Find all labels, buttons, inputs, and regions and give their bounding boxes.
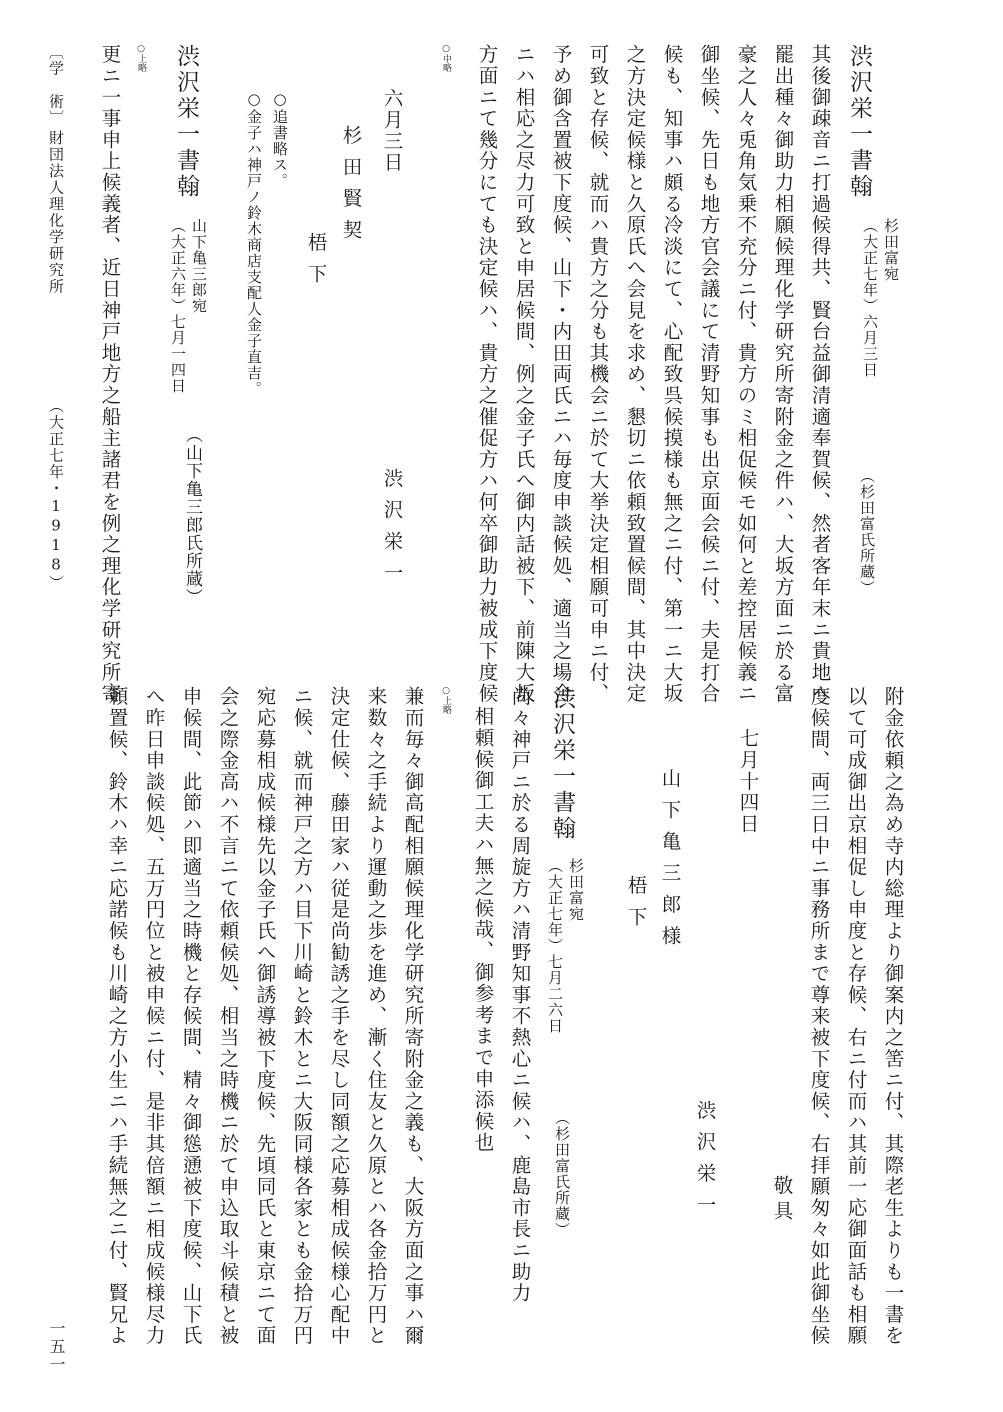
letter3-collection: （杉田富氏所蔵） xyxy=(553,1110,571,1238)
letter1-line: 方面ニて幾分にても決定候ハ、貴方之催促方ハ何卒御助力被成下度候 xyxy=(475,44,499,705)
letter3-postscript-line: 尚々神戸ニ於る周旋方ハ清野知事不熱心ニ候ハ、鹿島市長ニ助力 xyxy=(508,686,532,1304)
omission-mark: ○上略 xyxy=(136,44,146,72)
letter3-heading: 渋沢栄一書翰 xyxy=(549,686,575,842)
letter2-line: 以て可成御出京相促し申度と存候、右ニ付而ハ其前一応御面話も相願 xyxy=(844,686,868,1347)
letter3-date: （大正七年）七月二六日 xyxy=(546,858,564,1034)
letter1-heading: 渋沢栄一書翰 xyxy=(846,44,872,200)
letter1-line: 候も、知事ハ頗る冷淡にて、心配致呉候摸様も無之ニ付、第一ニ大坂 xyxy=(660,44,684,705)
letter3-line: 決定仕候、藤田家ハ従是尚勧誘之手を尽し同額之応募相成候様心配中 xyxy=(327,686,351,1347)
letter2-honorific: 梧下 xyxy=(624,875,648,938)
letter3-line: 会之際金高ハ不言ニて依頼候処、相当之時機ニ於て申込取斗候積と被 xyxy=(216,686,240,1347)
letter3-line: 宛応募相成候様先以金子氏へ御誘導被下度候、先頃同氏と東京ニて面 xyxy=(253,686,277,1347)
letter1-line: 予め御含置被下度候、山下・内田両氏ニハ毎度申談候処、適当之場合 xyxy=(549,44,573,705)
letter2-heading: 渋沢栄一書翰 xyxy=(173,44,199,200)
letter2-line: 度候間、両三日中ニ事務所まで尊来被下度候、右拝願匆々如此御坐候 xyxy=(807,686,831,1347)
letter3-line: 申候間、此節ハ即適当之時機と存候間、精々御慫慂被下度候、山下氏 xyxy=(179,686,203,1347)
letter1-sender: 渋沢栄一 xyxy=(380,468,404,594)
letter1-line: 可致と存候、就而ハ貴方之分も其機会ニ於て大挙決定相願可申ニ付、 xyxy=(586,44,610,705)
letter1-line: 御坐候、先日も地方官会議にて清野知事も出京面会候ニ付、夫是打合 xyxy=(697,44,721,705)
letter3-addressee: 杉田富宛 xyxy=(567,858,585,922)
letter1-line: 罷出種々御助力相願候理化学研究所寄附金之件ハ、大坂方面ニ於る富 xyxy=(771,44,795,705)
letter1-collection: （杉田富氏所蔵） xyxy=(858,468,876,596)
letter1-honorific: 梧下 xyxy=(304,232,328,295)
letter2-closing: 敬具 xyxy=(770,1175,794,1226)
page-number: 一五一 xyxy=(47,1320,66,1374)
letter3-line: 来数々之手続より運動之歩を進め、漸く住友と久原とハ各金拾万円と xyxy=(364,686,388,1347)
letter2-sender: 渋沢栄一 xyxy=(693,1100,717,1226)
letter3-line: へ昨日申談候処、五万円位と被申候ニ付、是非其倍額ニ相成候様尽力 xyxy=(142,686,166,1347)
letter1-line: ニハ相応之尽力可致と申居候間、例之金子氏へ御内話被下、前陳大坂 xyxy=(512,44,536,705)
letter1-close-date: 六月三日 xyxy=(380,88,404,174)
letter1-line: 豪之人々兎角気乗不充分ニ付、貴方のミ相促候モ如何と差控居候義ニ xyxy=(734,44,758,705)
letter3-line: 頼置候、鈴木ハ幸ニ応諾候も川崎之方小生ニハ手続無之ニ付、賢兄よ xyxy=(105,686,129,1347)
footer-year: （大正七年・1918） xyxy=(47,398,65,592)
letter2-addressee: 山下亀三郎宛 xyxy=(190,218,208,314)
footer-section: 〔学 術〕 xyxy=(47,44,65,127)
letter1-addressee: 杉田富宛 xyxy=(882,218,900,282)
postscript-note: ○金子ハ神戸ノ鈴木商店支配人金子直吉。 xyxy=(245,90,263,397)
letter2-date: （大正六年）七月一四日 xyxy=(169,218,187,394)
omission-mark: ○上略 xyxy=(441,686,451,714)
letter1-recipient: 杉田賢契 xyxy=(339,125,363,251)
letter2-line: 更ニ一事申上候義者、近日神戸地方之船主諸君を例之理化学研究所寄 xyxy=(98,44,122,705)
letter3-line: 兼而毎々御高配相願候理化学研究所寄附金之義も、大阪方面之事ハ爾 xyxy=(401,686,425,1347)
letter3-line: ニ候、就而神戸之方ハ目下川崎と鈴木とニ大阪同様各家とも金拾万円 xyxy=(290,686,314,1347)
letter2-collection: （山下亀三郎氏所蔵） xyxy=(182,426,202,606)
postscript-note: ○追書略ス。 xyxy=(271,90,289,189)
letter2-line: 附金依頼之為め寺内総理より御案内之筈ニ付、其際老生よりも一書を xyxy=(881,686,905,1347)
letter2-close-date: 七月十四日 xyxy=(736,728,760,835)
omission-mark: ○中略 xyxy=(441,44,451,72)
letter1-line: 其後御疎音ニ打過候得共、賢台益御清適奉賀候、然者客年末ニ貴地へ xyxy=(808,44,832,705)
letter2-recipient: 山下亀三郎様 xyxy=(658,768,682,957)
letter1-date: （大正七年）六月三日 xyxy=(861,218,879,378)
letter1-line: 之方決定候様と久原氏へ会見を求め、懇切ニ依頼致置候間、其中決定 xyxy=(623,44,647,705)
letter3-postscript-line: 相頼候御工夫ハ無之候哉、御参考まで申添候也 xyxy=(471,706,495,1154)
footer-title: 財団法人理化学研究所 xyxy=(47,130,65,295)
